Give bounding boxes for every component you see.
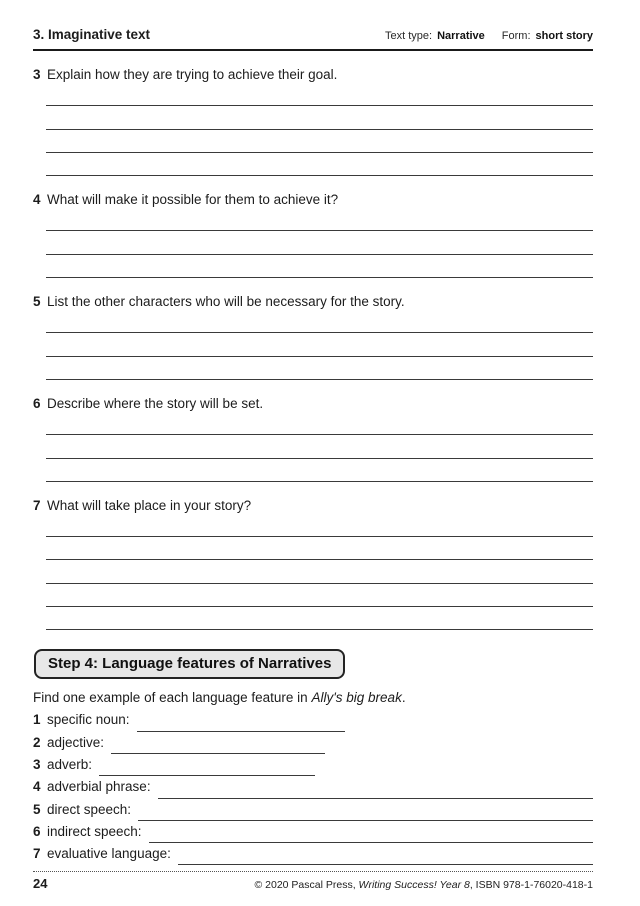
answer-line <box>46 584 593 607</box>
step-heading-box: Step 4: Language features of Narratives <box>34 649 345 679</box>
question-number: 6 <box>33 395 41 411</box>
header-meta <box>385 30 593 42</box>
question-7-answer-lines <box>46 514 593 630</box>
question-3 <box>33 67 593 176</box>
fill-in-line <box>138 808 593 821</box>
fill-in-line <box>99 763 315 776</box>
copyright-prefix: © 2020 Pascal Press, <box>254 879 359 891</box>
feature-number: 3 <box>33 756 41 772</box>
copyright-suffix: , ISBN 978-1-76020-418-1 <box>469 879 593 891</box>
feature-label: direct speech: <box>47 801 132 817</box>
question-number: 3 <box>33 67 41 82</box>
copyright-text <box>255 879 594 891</box>
form-value: short story <box>535 30 593 42</box>
answer-line <box>46 607 593 630</box>
fill-in-line <box>149 830 593 843</box>
fill-in-line <box>137 719 345 732</box>
answer-line <box>46 83 593 106</box>
feature-item-3 <box>33 757 593 779</box>
answer-line <box>46 153 593 176</box>
answer-line <box>46 412 593 435</box>
fill-in-line <box>158 786 593 799</box>
feature-item-4 <box>33 779 593 801</box>
feature-label: evaluative language: <box>47 846 171 862</box>
feature-item-5 <box>33 802 593 824</box>
fill-in-line <box>178 852 593 865</box>
question-6-row <box>33 396 593 412</box>
feature-number: 5 <box>33 801 41 817</box>
answer-line <box>46 560 593 583</box>
question-text: List the other characters who will be necessary for the story. <box>47 294 405 310</box>
text-type-value: Narrative <box>437 30 485 42</box>
answer-line <box>46 130 593 153</box>
fill-in-line <box>111 741 325 754</box>
instruction-text <box>33 690 593 705</box>
section-title: 3. Imaginative text <box>33 27 151 42</box>
question-3-row <box>33 67 593 83</box>
feature-item-1 <box>33 712 593 734</box>
question-5-row <box>33 294 593 310</box>
answer-line <box>46 333 593 356</box>
question-number: 7 <box>33 497 41 513</box>
feature-number: 1 <box>33 712 41 728</box>
feature-item-6 <box>33 824 593 846</box>
answer-line <box>46 459 593 482</box>
question-7 <box>33 498 593 630</box>
answer-line <box>46 106 593 129</box>
question-6 <box>33 396 593 482</box>
question-text: Describe where the story will be set. <box>47 395 264 411</box>
feature-label: adverbial phrase: <box>47 779 151 795</box>
feature-number: 7 <box>33 846 41 862</box>
instruction-suffix: . <box>401 690 406 706</box>
answer-line <box>46 514 593 537</box>
question-text: What will take place in your story? <box>47 497 252 513</box>
answer-line <box>46 231 593 254</box>
question-4 <box>33 192 593 278</box>
question-5 <box>33 294 593 380</box>
answer-line <box>46 357 593 380</box>
page-header <box>33 0 593 51</box>
language-features-list <box>33 712 593 868</box>
feature-item-2 <box>33 735 593 757</box>
feature-number: 6 <box>33 823 41 839</box>
feature-item-7 <box>33 846 593 868</box>
question-6-answer-lines <box>46 412 593 482</box>
instruction-prefix: Find one example of each language feature in <box>33 690 312 706</box>
question-number: 5 <box>33 294 41 310</box>
feature-label: indirect speech: <box>47 823 142 839</box>
feature-label: adverb: <box>47 756 93 772</box>
question-3-answer-lines <box>46 83 593 176</box>
step-section <box>33 630 593 868</box>
story-title: Ally's big break <box>311 690 402 706</box>
question-4-answer-lines <box>46 208 593 278</box>
page-number: 24 <box>33 876 48 891</box>
feature-label: adjective: <box>47 734 105 750</box>
copyright-book-title: Writing Success! Year 8 <box>358 879 470 891</box>
question-4-row <box>33 192 593 208</box>
answer-line <box>46 255 593 278</box>
answer-line <box>46 310 593 333</box>
answer-line <box>46 537 593 560</box>
answer-line <box>46 208 593 231</box>
feature-label: specific noun: <box>47 712 130 728</box>
page-content <box>33 0 593 868</box>
question-number: 4 <box>33 192 41 208</box>
question-text: Explain how they are trying to achieve their goal. <box>47 67 338 82</box>
form-label: Form: <box>501 30 531 42</box>
answer-line <box>46 435 593 458</box>
question-5-answer-lines <box>46 310 593 380</box>
question-7-row <box>33 498 593 514</box>
page-footer <box>33 871 593 891</box>
text-type-label: Text type: <box>385 30 433 42</box>
question-text: What will make it possible for them to achieve it? <box>47 192 339 208</box>
feature-number: 2 <box>33 734 41 750</box>
feature-number: 4 <box>33 779 41 795</box>
